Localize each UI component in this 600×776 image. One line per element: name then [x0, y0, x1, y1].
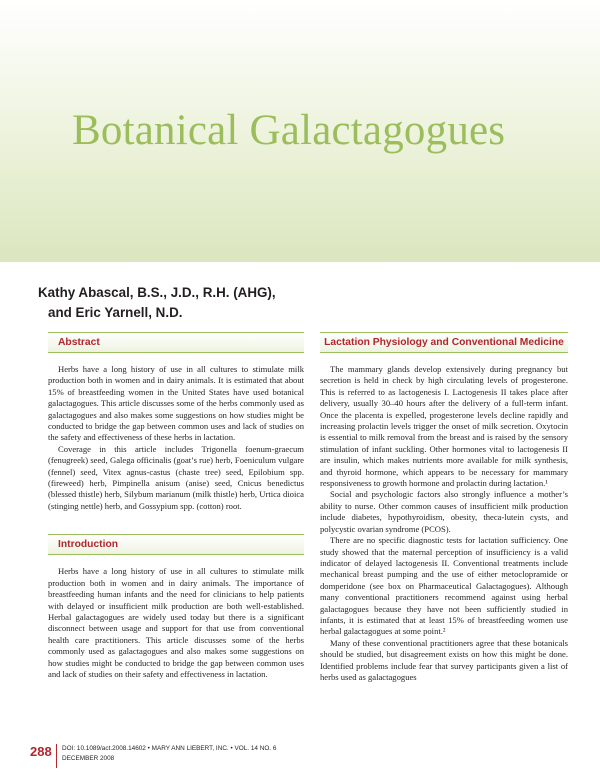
footer-info: [62, 744, 276, 764]
lactation-paragraph-1: The mammary glands develop extensively during pregnancy but secretion is held in check by high circulating levels of progesterone. This is referred to as lactogenesis I. Lactogenesis II takes place after delivery, usually 30–40 hours after the delivery of a full-term infant. Once the placenta is expelled, progesterone levels decline rapidly and increasing prolactin levels trigger the onset of milk secretion. Oxytocin is essential to milk removal from the breast and is raised by the sensory stimulation of infant suckling. Other hormones vital to lactogenesis II are insulin, which makes nutrients more available for milk synthesis, and thyroid hormone, which appears to be necessary for mammary responsiveness to growth hormone and prolactin during lactation.¹: [320, 364, 568, 489]
authors-line-1: Kathy Abascal, B.S., J.D., R.H. (AHG),: [38, 285, 276, 300]
introduction-paragraph-1: Herbs have a long history of use in all cultures to stimulate milk production both in women and in dairy animals. The importance of breastfeeding human infants and the need for clinicians to help patients with delayed or insufficient milk production are both well-established. Herbal galactagogues are widely used today but there is a significant disconnect between usage and support for that use from conventional health care practitioners. This article discusses some of the herbs commonly used as galactagogues and also makes some suggestions on how studies might be conducted to bridge the gap between common uses and lack of studies on their safety and effectiveness in lactation.: [48, 566, 304, 679]
lactation-paragraph-4: Many of these conventional practitioners agree that these botanicals should be studied, but disagreement exists on how this might be done. Identified problems include fear that survey participants given a list of herbs used as galactagogues: [320, 637, 568, 682]
article-title: Botanical Galactagogues: [72, 107, 506, 154]
footer-date: DECEMBER 2008: [62, 755, 115, 762]
abstract-heading: Abstract: [48, 332, 304, 353]
lactation-paragraph-3: There are no specific diagnostic tests for lactation sufficiency. One study showed that the maternal perception of insufficiency is a valid indicator of delayed lactogenesis II. Conventional treatments include mechanical breast pumping and the use of either metoclopramide or domperidone (see box on Pharmaceutical Galactagogues). Although many conventional practitioners recommend against using herbal galactagogues because they have not been sufficiently studied in infants, it is estimated that at least 15% of breastfeeding women use herbal galactagogues at some point.²: [320, 535, 568, 637]
footer-divider: [56, 744, 57, 768]
page-number: 288: [30, 744, 52, 759]
abstract-paragraph-2: Coverage in this article includes Trigonella foenum-graecum (fenugreek) seed, Galega officinalis (goat’s rue) herb, Foeniculum vulgare (fennel) seed, Vitex agnus-castus (chaste tree) seed, Epilobium spp. (fireweed) herb, Pimpinella anisum (anise) seed, Cnicus benedictus (blessed thistle) herb, Silybum marianum (milk thistle) herb, Urtica dioica (stinging nettle) herb, and Gossypium spp. (cotton) root.: [48, 443, 304, 511]
lactation-heading: Lactation Physiology and Conventional Medicine: [320, 332, 568, 353]
author-block: [38, 283, 276, 323]
abstract-paragraph-1: Herbs have a long history of use in all cultures to stimulate milk production both in women and in dairy animals. It is estimated that about 15% of breastfeeding women in the United States have used botanical galactagogues. This article discusses some of the herbs commonly used as galactagogues and also makes some suggestions on how studies might be conducted to bridge the gap between common uses and lack of studies on the safety and effectiveness of these herbs in lactation.: [48, 364, 304, 443]
footer-doi: DOI: 10.1089/act.2008.14602 • MARY ANN LIEBERT, INC. • VOL. 14 NO. 6: [62, 745, 277, 752]
authors-line-2: and Eric Yarnell, N.D.: [48, 305, 183, 320]
right-column: [320, 332, 568, 683]
lactation-paragraph-2: Social and psychologic factors also strongly influence a mother’s ability to nurse. Other common causes of insufficient milk production include diabetes, hypothyroidism, obesity, theca-lutein cysts, and polycystic ovarian syndrome (PCOS).: [320, 489, 568, 534]
introduction-heading: Introduction: [48, 534, 304, 555]
left-column: [48, 332, 304, 680]
